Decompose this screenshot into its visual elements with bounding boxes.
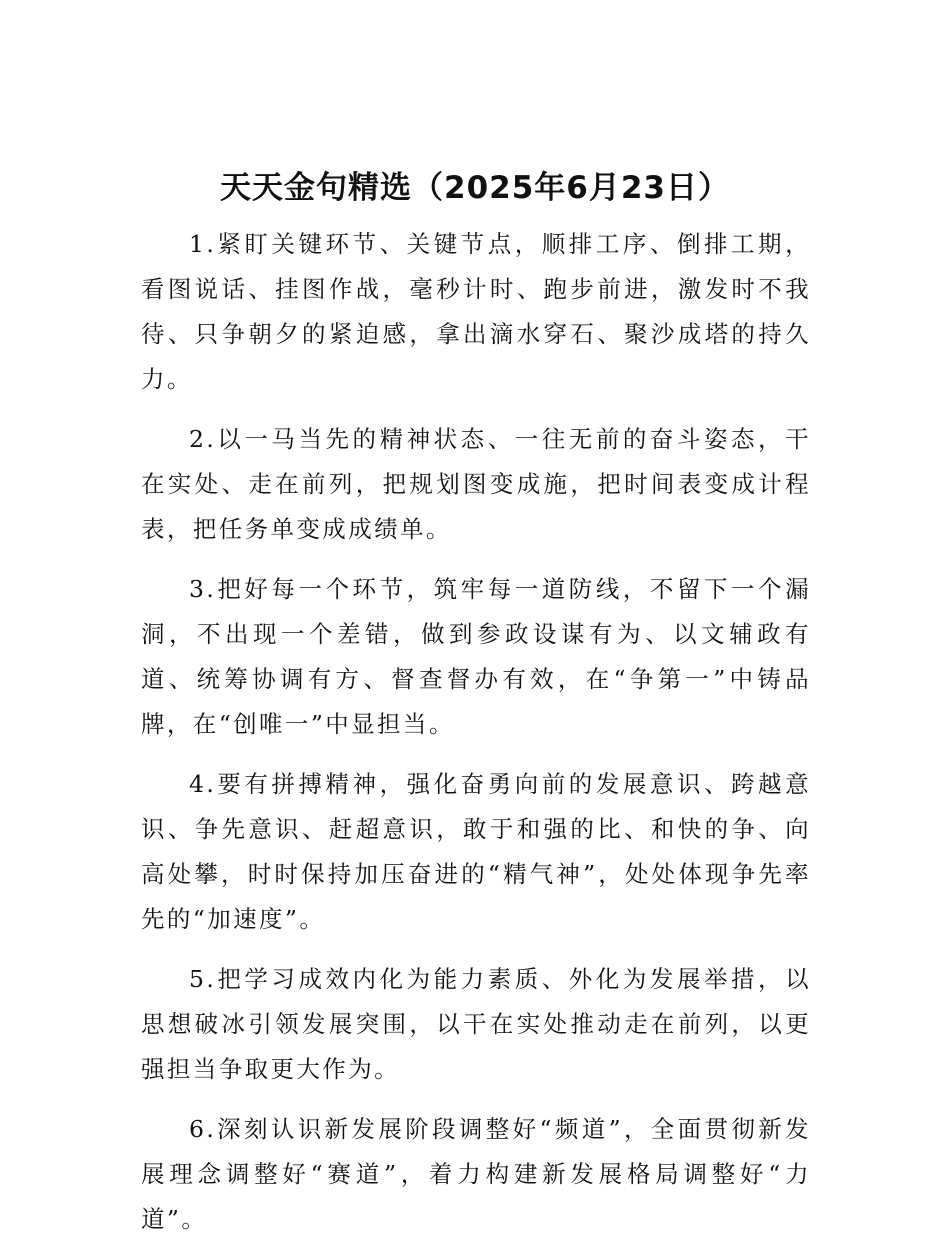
document-body [141,222,811,1257]
paragraph-5: 5.把学习成效内化为能力素质、外化为发展举措，以思想破冰引领发展突围，以干在实处推动走在前列，以更强担当争取更大作为。 [141,965,811,1083]
paragraph-6: 6.深刻认识新发展阶段调整好“频道”，全面贯彻新发展理念调整好“赛道”，着力构建新发展格局调整好“力道”。 [141,1115,811,1233]
document-title: 天天金句精选（2025年6月23日） [220,170,730,206]
paragraph-4: 4.要有拼搏精神，强化奋勇向前的发展意识、跨越意识、争先意识、赶超意识，敢于和强的比、和快的争、向高处攀，时时保持加压奋进的“精气神”，处处体现争先率先的“加速度”。 [141,770,811,933]
paragraph-2: 2.以一马当先的精神状态、一往无前的奋斗姿态，干在实处、走在前列，把规划图变成施，把时间表变成计程表，把任务单变成成绩单。 [141,425,811,543]
paragraph-3: 3.把好每一个环节，筑牢每一道防线，不留下一个漏洞，不出现一个差错，做到参政设谋有为、以文辅政有道、统筹协调有方、督查督办有效，在“争第一”中铸品牌，在“创唯一”中显担当。 [141,575,811,738]
paragraph-1: 1.紧盯关键环节、关键节点，顺排工序、倒排工期，看图说话、挂图作战，毫秒计时、跑步前进，激发时不我待、只争朝夕的紧迫感，拿出滴水穿石、聚沙成塔的持久力。 [141,230,811,393]
